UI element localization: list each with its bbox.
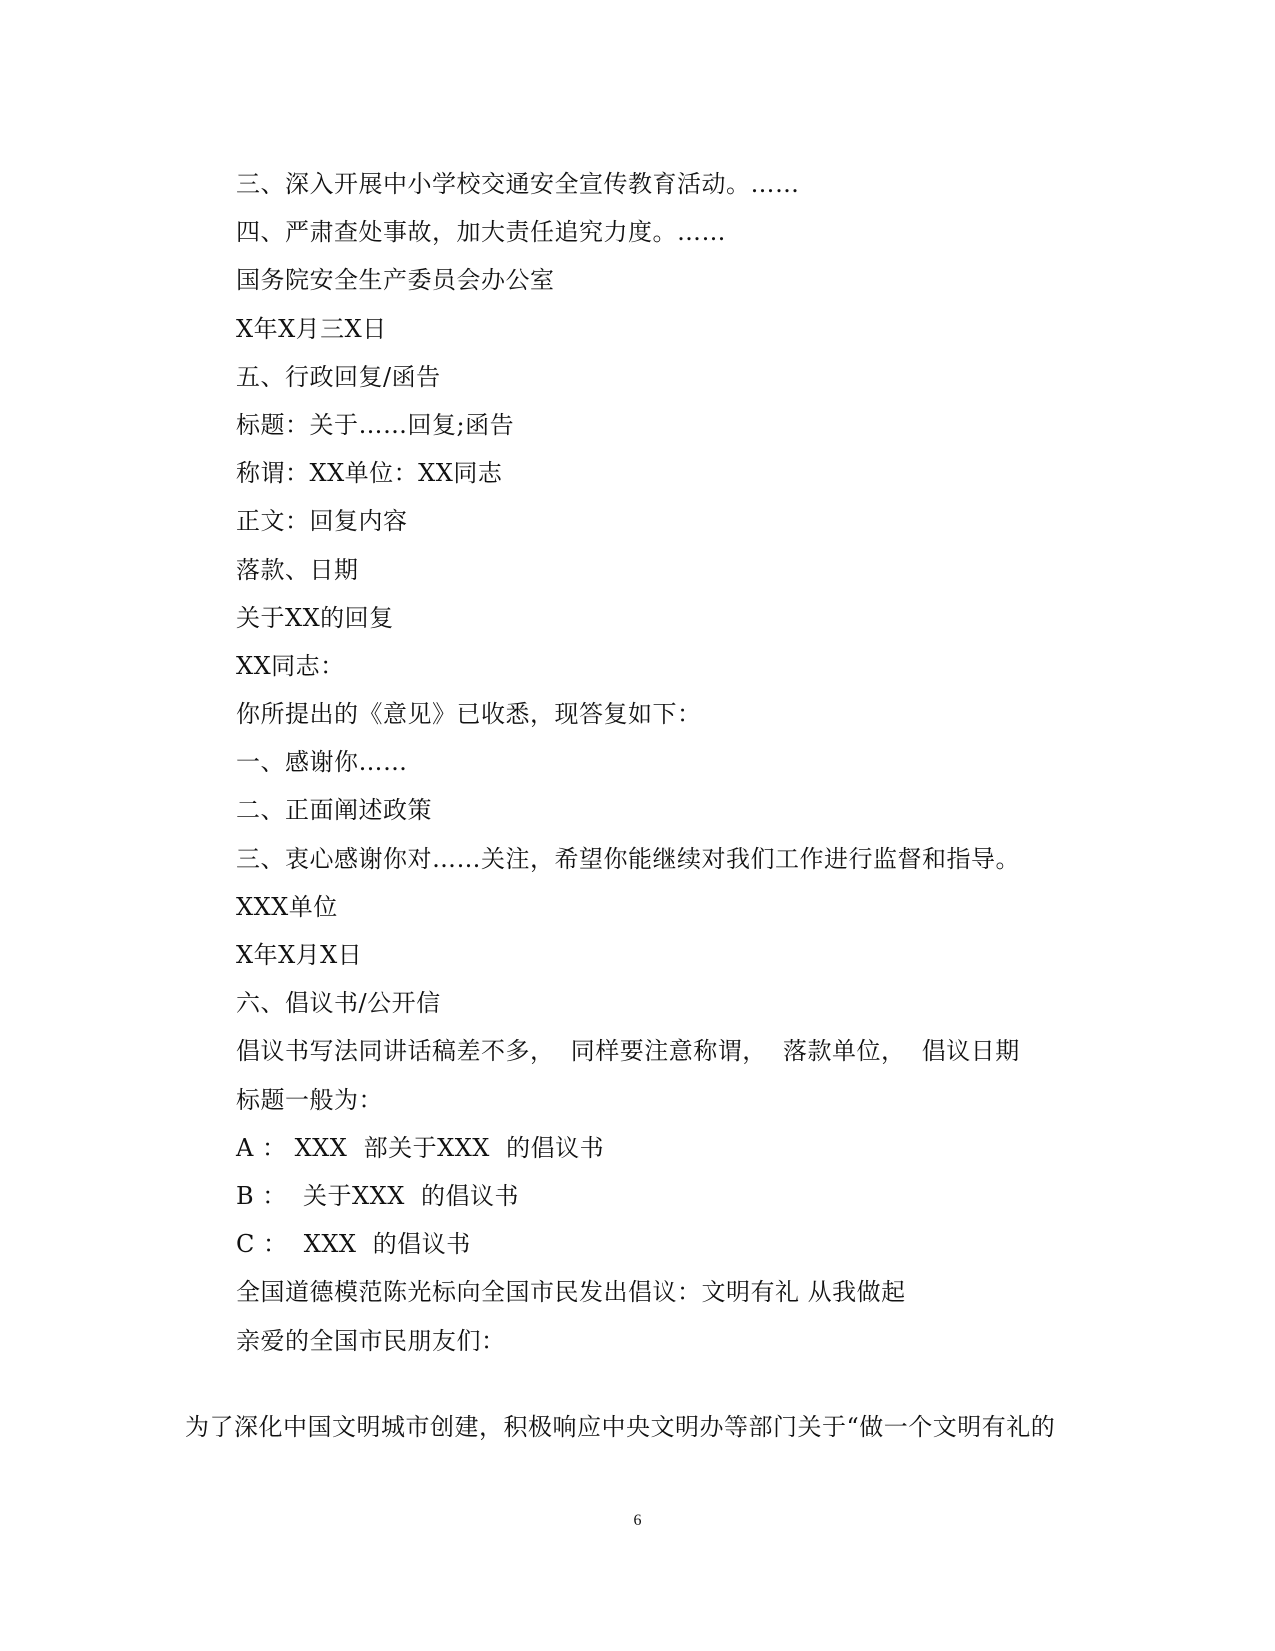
text-line: X年X月X日 [236, 941, 363, 969]
text-line: 称谓：XX单位：XX同志 [236, 459, 503, 488]
section-heading: 五、行政回复/函告 [236, 362, 441, 391]
text-line: 落款、日期 [236, 555, 359, 584]
text-line: 正文：回复内容 [236, 507, 408, 536]
text-line: XX同志： [236, 651, 345, 680]
text-line: 三、深入开展中小学校交通安全宣传教育活动。…… [236, 170, 800, 198]
text-line: C ： XXX 的倡议书 [236, 1230, 471, 1259]
text-line: 关于XX的回复 [236, 603, 394, 632]
text-line: 标题一般为： [236, 1085, 383, 1114]
text-line: 四、严肃查处事故，加大责任追究力度。…… [236, 218, 726, 247]
text-line: 标题：关于……回复;函告 [236, 410, 515, 439]
text-line: 三、衷心感谢你对……关注，希望你能继续对我们工作进行监督和指导。 [236, 844, 1020, 873]
text-line: 国务院安全生产委员会办公室 [236, 266, 555, 295]
text-line: 一、感谢你…… [236, 748, 408, 777]
page-number: 6 [633, 1512, 642, 1529]
text-line: 亲爱的全国市民朋友们： [236, 1326, 506, 1355]
text-line: 倡议书写法同讲话稿差不多， 同样要注意称谓， 落款单位， 倡议日期 [236, 1037, 1020, 1066]
text-line: XXX单位 [236, 892, 338, 921]
section-heading: 六、倡议书/公开信 [236, 989, 441, 1018]
document-body [236, 160, 1136, 1365]
body-paragraph: 为了深化中国文明城市创建，积极响应中央文明办等部门关于“做一个文明有礼的 [185, 1413, 1056, 1441]
text-line: 你所提出的《意见》已收悉，现答复如下： [236, 700, 702, 729]
text-line: B ： 关于XXX 的倡议书 [236, 1181, 520, 1210]
text-line: 全国道德模范陈光标向全国市民发出倡议：文明有礼 从我做起 [236, 1278, 906, 1307]
text-line: X年X月三X日 [236, 314, 387, 343]
text-line: 二、正面阐述政策 [236, 796, 432, 825]
text-line: A ： XXX 部关于XXX 的倡议书 [236, 1133, 605, 1162]
